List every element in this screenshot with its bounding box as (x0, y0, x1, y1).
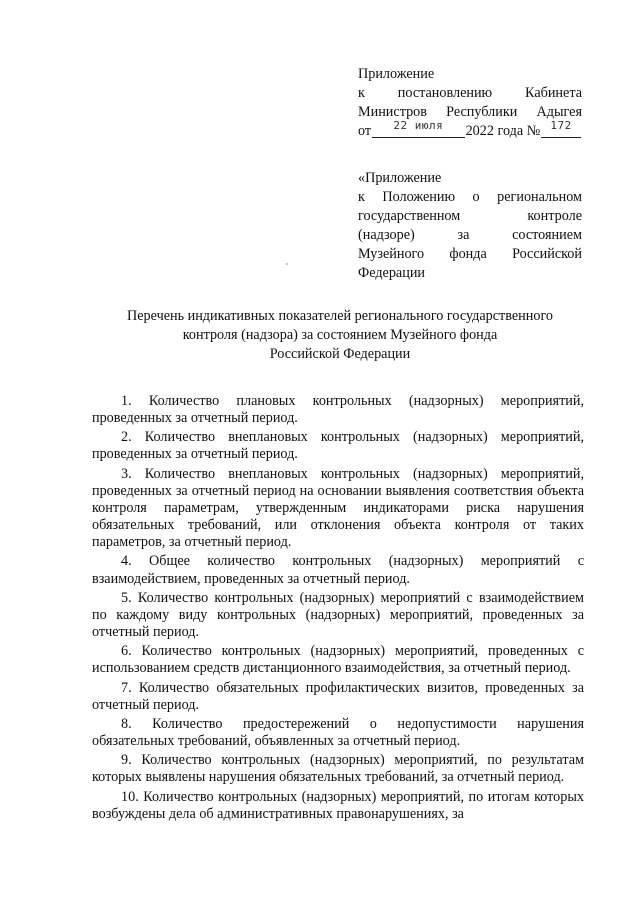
appendix-issuer-line: Министров Республики Адыгея (358, 104, 582, 120)
document-title (100, 307, 580, 364)
date-year: 2022 года № (465, 123, 541, 139)
list-item: 3. Количество внеплановых контрольных (надзорных) мероприятий, проведенных за отчетный период на основании выявления соответствия объекта контроля параметрам, утвержденным индикаторами риска нарушения обязательных требований, или отклонения объекта контроля от таких параметров, за отчетный период. (92, 465, 584, 551)
number-blank (541, 119, 581, 138)
title-line: контроля (надзора) за состоянием Музейного фонда (182, 327, 498, 343)
regulation-appendix-line: Музейного фонда Российской (358, 246, 582, 262)
appendix-header (358, 65, 582, 141)
regulation-appendix-header (358, 169, 582, 283)
list-item: 8. Количество предостережений о недопустимости нарушения обязательных требований, объявленных за отчетный период. (92, 716, 584, 750)
title-line: Перечень индикативных показателей регионального государственного (126, 308, 554, 324)
appendix-date-line (358, 119, 582, 141)
date-prefix: от (358, 123, 372, 139)
list-item: 1. Количество плановых контрольных (надзорных) мероприятий, проведенных за отчетный период. (92, 393, 584, 427)
regulation-appendix-line: государственном контроле (358, 208, 582, 224)
appendix-label: Приложение (358, 66, 435, 82)
list-item: 10. Количество контрольных (надзорных) мероприятий, по итогам которых возбуждены дела об административных правонарушениях, за (92, 788, 584, 822)
list-item: 7. Количество обязательных профилактических визитов, проведенных за отчетный период. (92, 679, 584, 713)
list-item: 5. Количество контрольных (надзорных) мероприятий с взаимодействием по каждому виду контрольных (надзорных) мероприятий, проведенных за отчетный период. (92, 589, 584, 640)
list-item: 2. Количество внеплановых контрольных (надзорных) мероприятий, проведенных за отчетный период. (92, 429, 584, 463)
title-line: Российской Федерации (269, 346, 411, 362)
regulation-appendix-line: «Приложение (358, 170, 442, 186)
list-item: 9. Количество контрольных (надзорных) мероприятий, по результатам которых выявлены нарушения обязательных требований, за отчетный период. (92, 752, 584, 786)
scan-speck (286, 263, 288, 265)
list-item: 4. Общее количество контрольных (надзорных) мероприятий с взаимодействием, проведенных за отчетный период. (92, 553, 584, 587)
appendix-decree-line: к постановлению Кабинета (358, 85, 582, 101)
regulation-appendix-line: к Положению о региональном (358, 189, 582, 205)
regulation-appendix-line: (надзоре) за состоянием (358, 227, 582, 243)
handwritten-number: 172 (550, 119, 572, 132)
handwritten-date: 22 июля (393, 119, 444, 132)
list-item: 6. Количество контрольных (надзорных) мероприятий, проведенных с использованием средств дистанционного взаимодействия, за отчетный период. (92, 643, 584, 677)
regulation-appendix-line: Федерации (358, 265, 426, 281)
date-blank (372, 119, 464, 138)
indicator-list (92, 393, 584, 823)
